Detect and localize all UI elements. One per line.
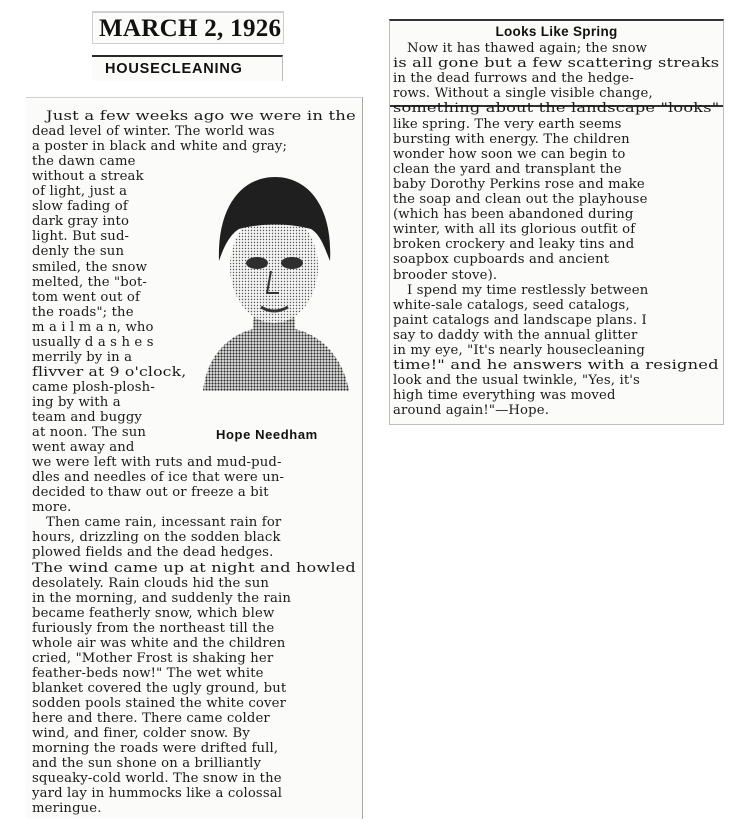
spring-article-title: Looks Like Spring: [495, 24, 618, 39]
text-line: broken crockery and leaky tins and: [393, 237, 635, 253]
text-line: sodden pools stained the white cover: [32, 695, 287, 711]
text-line: tom went out of: [32, 289, 141, 305]
text-line: in the dead furrows and the hedge-: [393, 71, 634, 87]
text-line: dark gray into: [32, 214, 130, 230]
text-line: like spring. The very earth seems: [393, 116, 622, 132]
text-line: I spend my time restlessly between: [407, 282, 649, 298]
text-line: ing by with a: [32, 394, 121, 410]
text-line: slow fading of: [32, 199, 128, 215]
text-line: here and there. There came colder: [32, 711, 270, 726]
text-line: bursting with energy. The children: [393, 131, 630, 147]
text-line: whole air was white and the children: [32, 635, 286, 651]
text-line: plowed fields and the dead hedges.: [32, 545, 274, 561]
text-line: furiously from the northeast till the: [32, 620, 275, 636]
text-line: went away and: [32, 440, 135, 456]
text-line: without a streak: [32, 169, 144, 185]
publication-date: MARCH 2, 1926: [99, 15, 282, 42]
text-line: rows. Without a single visible change,: [393, 86, 653, 102]
text-line: yard lay in hummocks like a colossal: [32, 786, 283, 802]
text-line: say to daddy with the annual glitter: [393, 327, 638, 343]
text-line: high time everything was moved: [393, 388, 616, 404]
article-heading: HOUSECLEANING: [105, 61, 243, 77]
text-line: and the sun shone on a brilliantly: [32, 756, 262, 772]
text-line: more.: [32, 500, 72, 516]
text-line: light. But sud-: [32, 229, 130, 245]
text-line: smiled, the snow: [32, 259, 148, 275]
date-clipping: [92, 11, 284, 44]
text-line: flivver at 9 o'clock,: [32, 364, 187, 380]
text-line: decided to thaw out or freeze a bit: [32, 485, 269, 501]
text-line: look and the usual twinkle, "Yes, it's: [393, 373, 640, 389]
text-line: the dawn came: [32, 154, 136, 170]
text-line: in my eye, "It's nearly housecleaning: [393, 343, 645, 358]
text-line: hours, drizzling on the sodden black: [32, 530, 281, 546]
text-line: (which has been abandoned during: [393, 207, 634, 223]
text-line: brooder stove).: [393, 267, 498, 283]
text-line: time!" and he answers with a resigned: [393, 358, 719, 374]
text-line: baby Dorothy Perkins rose and make: [393, 176, 645, 192]
text-line: paint catalogs and landscape plans. I: [393, 312, 647, 328]
text-line: the roads"; the: [32, 304, 134, 320]
text-line: around again!"—Hope.: [393, 403, 550, 419]
text-line: m a i l m a n, who: [32, 319, 154, 335]
text-line: white-sale catalogs, seed catalogs,: [393, 297, 630, 313]
text-line: usually d a s h e s: [32, 334, 154, 350]
text-line: wonder how soon we can begin to: [393, 146, 626, 162]
text-line: dles and needles of ice that were un-: [32, 470, 285, 486]
text-line: clean the yard and transplant the: [393, 161, 622, 177]
text-line: is all gone but a few scattering streaks: [393, 56, 720, 72]
text-line: denly the sun: [32, 244, 125, 260]
text-line: winter, with all its glorious outfit of: [393, 222, 636, 238]
text-line: Now it has thawed again; the snow: [407, 41, 648, 56]
text-line: blanket covered the ugly ground, but: [32, 680, 287, 696]
text-line: The wind came up at night and howled: [32, 560, 356, 576]
text-line: became featherly snow, which blew: [32, 605, 275, 621]
portrait-caption: Hope Needham: [216, 427, 318, 442]
text-line: soapbox cupboards and ancient: [393, 252, 610, 268]
text-line: squeaky-cold world. The snow in the: [32, 771, 282, 787]
text-line: Just a few weeks ago we were in the: [46, 109, 356, 124]
text-line: Then came rain, incessant rain for: [46, 515, 282, 531]
text-line: merrily by in a: [32, 349, 133, 365]
text-line: morning the roads were drifted full,: [32, 741, 279, 757]
text-line: meringue.: [32, 801, 102, 817]
text-line: in the morning, and suddenly the rain: [32, 590, 291, 606]
heading-clipping: [92, 55, 283, 81]
text-line: wind, and finer, colder snow. By: [32, 726, 250, 742]
author-portrait: [193, 163, 355, 393]
text-line: feather-beds now!" The wet white: [32, 665, 264, 681]
text-line: something about the landscape "looks": [393, 101, 720, 117]
portrait-halftone-image: [193, 163, 355, 393]
text-line: cried, "Mother Frost is shaking her: [32, 650, 274, 666]
text-line: desolately. Rain clouds hid the sun: [32, 575, 270, 591]
text-line: of light, just a: [32, 184, 128, 200]
text-line: dead level of winter. The world was: [32, 124, 275, 140]
text-line: team and buggy: [32, 410, 143, 425]
text-line: melted, the "bot-: [32, 274, 147, 290]
text-line: we were left with ruts and mud-pud-: [32, 455, 282, 471]
text-line: at noon. The sun: [32, 425, 147, 441]
text-line: the soap and clean out the playhouse: [393, 192, 648, 207]
text-line: a poster in black and white and gray;: [32, 139, 288, 155]
text-line: came plosh-plosh-: [32, 379, 155, 395]
